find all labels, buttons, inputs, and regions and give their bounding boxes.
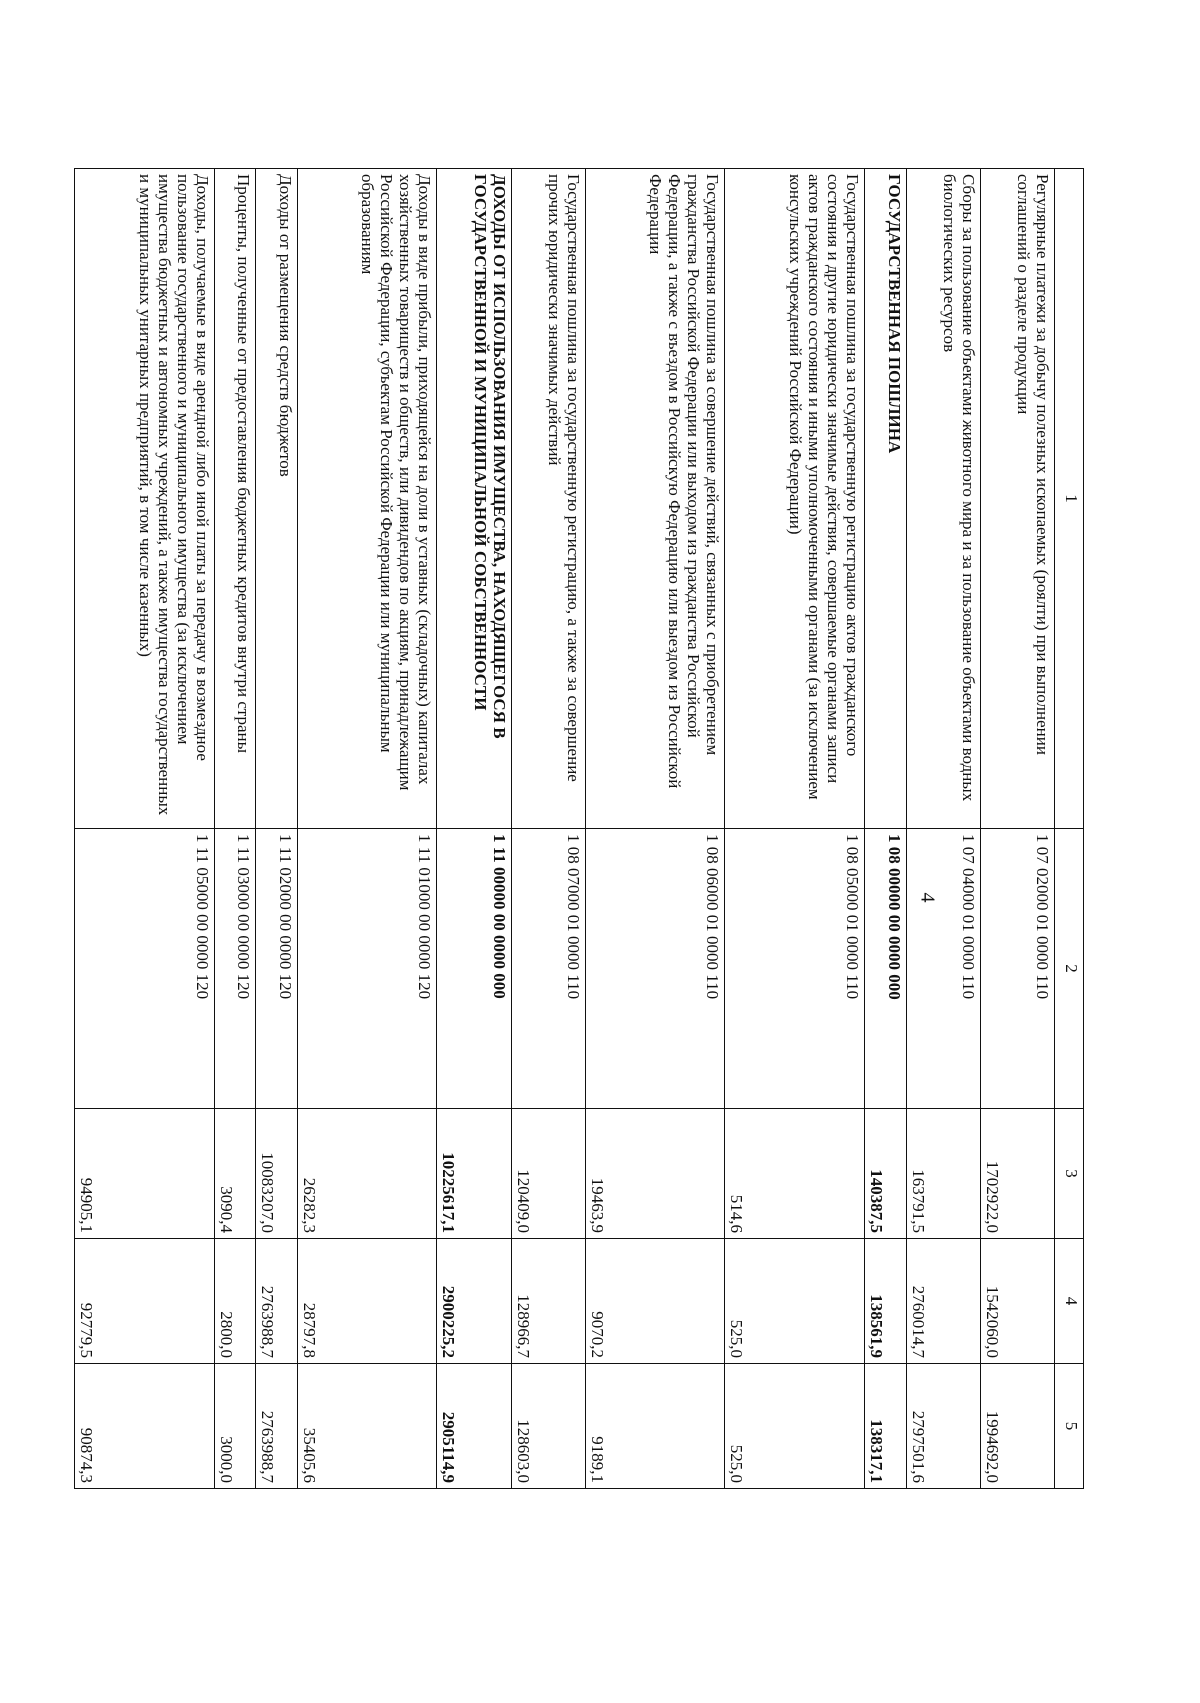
table-row (511, 169, 585, 1489)
column-header: 3 (1055, 1109, 1084, 1239)
row-name-cell: Государственная пошлина за совершение действий, связанных с приобретением гражданства Российской Федерации или выходом из гражданства Российской Федерации, а также с въездом в Российскую Федерацию или выездом из Российской Федерации (585, 169, 725, 829)
row-value-col5: 35405,6 (297, 1364, 437, 1489)
column-header: 2 (1055, 829, 1084, 1109)
row-name-cell: Проценты, полученные от предоставления бюджетных кредитов внутри страны (214, 169, 255, 829)
row-value-col5: 525,0 (725, 1364, 865, 1489)
row-value-col4: 9070,2 (585, 1239, 725, 1364)
row-name-cell: Государственная пошлина за государственную регистрацию актов гражданского состояния и другие юридически значимые действия, совершаемые органами записи актов гражданского состояния и иными уполномоченными органами (за исключением консульских учреждений Российской Федерации) (725, 169, 865, 829)
row-value-col5: 9189,1 (585, 1364, 725, 1489)
table-row (75, 169, 215, 1489)
row-name-cell: Регулярные платежи за добычу полезных ископаемых (роялти) при выполнении соглашений о разделе продукции (980, 169, 1054, 829)
row-code-cell: 1 07 04000 01 0000 110 (906, 829, 980, 1109)
row-value-col3: 3090,4 (214, 1109, 255, 1239)
row-name-cell: Доходы, получаемые в виде арендной либо иной платы за передачу в возмездное пользование государственного и муниципального имущества (за исключением имущества бюджетных и автономных учреждений, а также имущества государственных и муниципальных унитарных предприятий, в том числе казенных) (75, 169, 215, 829)
row-value-col3: 140387,5 (865, 1109, 906, 1239)
row-name-cell: Доходы от размещения средств бюджетов (256, 169, 297, 829)
row-value-col4: 138561,9 (865, 1239, 906, 1364)
header-row (1055, 169, 1084, 1489)
row-value-col5: 2763988,7 (256, 1364, 297, 1489)
table-row (437, 169, 511, 1489)
column-header: 5 (1055, 1364, 1084, 1489)
row-code-cell: 1 11 02000 00 0000 120 (256, 829, 297, 1109)
table-row (865, 169, 906, 1489)
row-value-col3: 10083207,0 (256, 1109, 297, 1239)
row-name-cell: Государственная пошлина за государственную регистрацию, а также за совершение прочих юридически значимых действий (511, 169, 585, 829)
row-value-col4: 28797,8 (297, 1239, 437, 1364)
row-value-col4: 1542060,0 (980, 1239, 1054, 1364)
table-row (256, 169, 297, 1489)
table-row (214, 169, 255, 1489)
row-value-col4: 2800,0 (214, 1239, 255, 1364)
row-value-col3: 1702922,0 (980, 1109, 1054, 1239)
row-code-cell: 1 08 07000 01 0000 110 (511, 829, 585, 1109)
row-code-cell: 1 11 01000 00 0000 120 (297, 829, 437, 1109)
row-value-col3: 19463,9 (585, 1109, 725, 1239)
row-value-col4: 2760014,7 (906, 1239, 980, 1364)
row-value-col3: 10225617,1 (437, 1109, 511, 1239)
row-value-col3: 94905,1 (75, 1109, 215, 1239)
table-row (980, 169, 1054, 1489)
row-code-cell: 1 11 03000 00 0000 120 (214, 829, 255, 1109)
row-value-col5: 128603,0 (511, 1364, 585, 1489)
revenue-table (74, 168, 1084, 1489)
row-name-cell: Сборы за пользование объектами животного мира и за пользование объектами водных биологических ресурсов (906, 169, 980, 829)
table-row (297, 169, 437, 1489)
row-value-col4: 128966,7 (511, 1239, 585, 1364)
row-value-col5: 138317,1 (865, 1364, 906, 1489)
row-value-col4: 2763988,7 (256, 1239, 297, 1364)
table-row (906, 169, 980, 1489)
row-value-col4: 2900225,2 (437, 1239, 511, 1364)
row-value-col5: 2797501,6 (906, 1364, 980, 1489)
column-header: 4 (1055, 1239, 1084, 1364)
table-row (585, 169, 725, 1489)
row-value-col3: 514,6 (725, 1109, 865, 1239)
row-code-cell: 1 08 00000 00 0000 000 (865, 829, 906, 1109)
row-value-col4: 92779,5 (75, 1239, 215, 1364)
row-name-cell: ГОСУДАРСТВЕННАЯ ПОШЛИНА (865, 169, 906, 829)
row-code-cell: 1 08 06000 01 0000 110 (585, 829, 725, 1109)
row-code-cell: 1 07 02000 01 0000 110 (980, 829, 1054, 1109)
row-value-col3: 163791,5 (906, 1109, 980, 1239)
page-number: 4 (916, 892, 939, 903)
row-value-col5: 90874,3 (75, 1364, 215, 1489)
table-body (75, 169, 1055, 1489)
row-value-col5: 1994692,0 (980, 1364, 1054, 1489)
row-value-col3: 120409,0 (511, 1109, 585, 1239)
row-name-cell: ДОХОДЫ ОТ ИСПОЛЬЗОВАНИЯ ИМУЩЕСТВА, НАХОДЯЩЕГОСЯ В ГОСУДАРСТВЕННОЙ И МУНИЦИПАЛЬНОЙ СОБСТВЕННОСТИ (437, 169, 511, 829)
row-code-cell: 1 11 00000 00 0000 000 (437, 829, 511, 1109)
row-value-col5: 2905114,9 (437, 1364, 511, 1489)
table-row (725, 169, 865, 1489)
row-value-col4: 525,0 (725, 1239, 865, 1364)
column-header: 1 (1055, 169, 1084, 829)
row-value-col5: 3000,0 (214, 1364, 255, 1489)
row-value-col3: 26282,3 (297, 1109, 437, 1239)
revenue-table-container (74, 168, 1084, 1488)
row-code-cell: 1 08 05000 01 0000 110 (725, 829, 865, 1109)
row-code-cell: 1 11 05000 00 0000 120 (75, 829, 215, 1109)
row-name-cell: Доходы в виде прибыли, приходящейся на доли в уставных (складочных) капиталах хозяйственных товариществ и обществ, или дивидендов по акциям, принадлежащим Российской Федерации, субъектам Российской Федерации или муниципальным образованиям (297, 169, 437, 829)
